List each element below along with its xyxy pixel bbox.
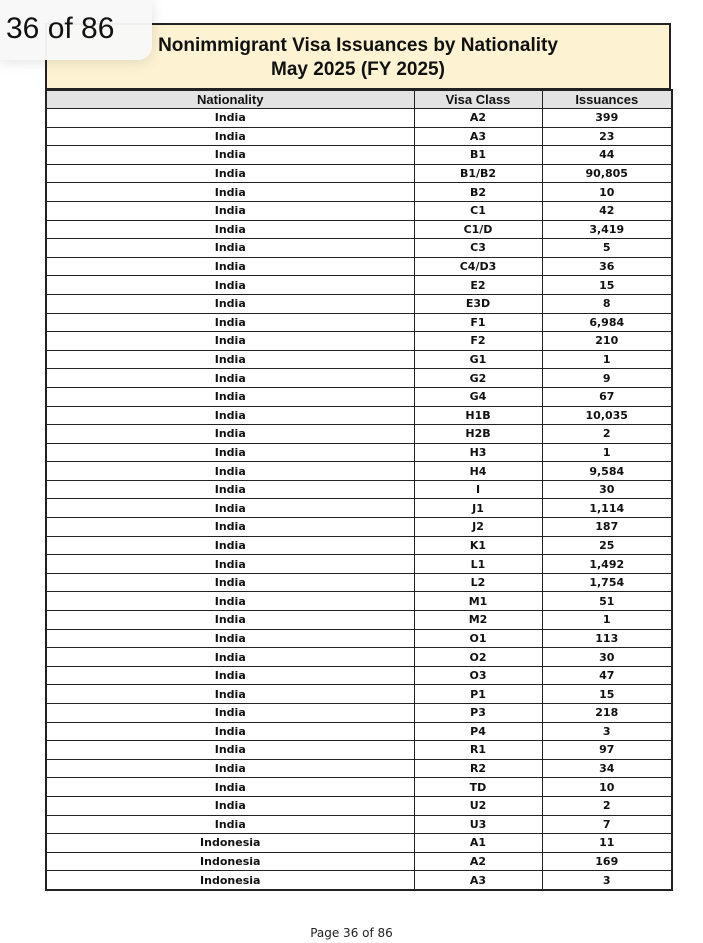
cell-issuances: 3,419 bbox=[542, 220, 672, 239]
table-row bbox=[46, 313, 672, 332]
page-footer: Page 36 of 86 bbox=[310, 926, 393, 940]
table-row bbox=[46, 127, 672, 146]
table-row bbox=[46, 611, 672, 630]
title-line-1: Nonimmigrant Visa Issuances by Nationality bbox=[158, 35, 558, 56]
table-row bbox=[46, 648, 672, 667]
table-row bbox=[46, 815, 672, 834]
cell-issuances: 44 bbox=[542, 146, 672, 165]
cell-nationality: Indonesia bbox=[46, 852, 414, 871]
cell-nationality: India bbox=[46, 183, 414, 202]
cell-nationality: India bbox=[46, 276, 414, 295]
table-row bbox=[46, 425, 672, 444]
cell-visa-class: A2 bbox=[414, 109, 542, 128]
table-row bbox=[46, 796, 672, 815]
table-row bbox=[46, 573, 672, 592]
cell-issuances: 25 bbox=[542, 536, 672, 555]
cell-visa-class: U3 bbox=[414, 815, 542, 834]
cell-issuances: 30 bbox=[542, 480, 672, 499]
cell-nationality: India bbox=[46, 741, 414, 760]
table-row bbox=[46, 443, 672, 462]
cell-visa-class: L2 bbox=[414, 573, 542, 592]
cell-issuances: 36 bbox=[542, 257, 672, 276]
table-row bbox=[46, 629, 672, 648]
cell-visa-class: H3 bbox=[414, 443, 542, 462]
cell-visa-class: J2 bbox=[414, 518, 542, 537]
cell-nationality: India bbox=[46, 815, 414, 834]
table-body bbox=[46, 109, 672, 890]
cell-nationality: India bbox=[46, 685, 414, 704]
cell-visa-class: E2 bbox=[414, 276, 542, 295]
cell-nationality: India bbox=[46, 648, 414, 667]
cell-visa-class: M2 bbox=[414, 611, 542, 630]
cell-nationality: India bbox=[46, 350, 414, 369]
cell-issuances: 2 bbox=[542, 425, 672, 444]
table-row bbox=[46, 704, 672, 723]
table-row bbox=[46, 109, 672, 128]
table-row bbox=[46, 369, 672, 388]
cell-issuances: 5 bbox=[542, 239, 672, 258]
cell-nationality: India bbox=[46, 201, 414, 220]
cell-issuances: 6,984 bbox=[542, 313, 672, 332]
cell-issuances: 113 bbox=[542, 629, 672, 648]
cell-nationality: India bbox=[46, 759, 414, 778]
cell-visa-class: F2 bbox=[414, 332, 542, 351]
cell-issuances: 11 bbox=[542, 834, 672, 853]
cell-visa-class: A1 bbox=[414, 834, 542, 853]
cell-nationality: India bbox=[46, 796, 414, 815]
cell-visa-class: C4/D3 bbox=[414, 257, 542, 276]
table-row bbox=[46, 332, 672, 351]
cell-issuances: 1 bbox=[542, 350, 672, 369]
cell-nationality: India bbox=[46, 313, 414, 332]
cell-visa-class: O3 bbox=[414, 666, 542, 685]
cell-issuances: 10 bbox=[542, 183, 672, 202]
column-header-issuances: Issuances bbox=[542, 90, 672, 109]
cell-visa-class: A2 bbox=[414, 852, 542, 871]
cell-issuances: 3 bbox=[542, 722, 672, 741]
cell-visa-class: P1 bbox=[414, 685, 542, 704]
cell-visa-class: A3 bbox=[414, 127, 542, 146]
cell-nationality: India bbox=[46, 778, 414, 797]
cell-visa-class: G4 bbox=[414, 387, 542, 406]
table-row bbox=[46, 499, 672, 518]
cell-visa-class: I bbox=[414, 480, 542, 499]
cell-issuances: 1,114 bbox=[542, 499, 672, 518]
cell-issuances: 34 bbox=[542, 759, 672, 778]
cell-nationality: India bbox=[46, 443, 414, 462]
cell-nationality: India bbox=[46, 239, 414, 258]
table-row bbox=[46, 462, 672, 481]
cell-nationality: India bbox=[46, 127, 414, 146]
cell-issuances: 218 bbox=[542, 704, 672, 723]
table-row bbox=[46, 257, 672, 276]
cell-nationality: India bbox=[46, 164, 414, 183]
cell-visa-class: H2B bbox=[414, 425, 542, 444]
table-row bbox=[46, 555, 672, 574]
cell-visa-class: B1/B2 bbox=[414, 164, 542, 183]
cell-visa-class: J1 bbox=[414, 499, 542, 518]
cell-nationality: India bbox=[46, 425, 414, 444]
cell-issuances: 90,805 bbox=[542, 164, 672, 183]
table-row bbox=[46, 350, 672, 369]
table-row bbox=[46, 406, 672, 425]
cell-visa-class: G2 bbox=[414, 369, 542, 388]
cell-visa-class: O2 bbox=[414, 648, 542, 667]
cell-issuances: 2 bbox=[542, 796, 672, 815]
cell-issuances: 23 bbox=[542, 127, 672, 146]
cell-visa-class: P3 bbox=[414, 704, 542, 723]
cell-visa-class: F1 bbox=[414, 313, 542, 332]
cell-visa-class: C1 bbox=[414, 201, 542, 220]
cell-issuances: 51 bbox=[542, 592, 672, 611]
cell-nationality: India bbox=[46, 722, 414, 741]
cell-visa-class: P4 bbox=[414, 722, 542, 741]
cell-nationality: India bbox=[46, 666, 414, 685]
table-row bbox=[46, 852, 672, 871]
cell-nationality: India bbox=[46, 536, 414, 555]
table-row bbox=[46, 592, 672, 611]
cell-nationality: Indonesia bbox=[46, 834, 414, 853]
cell-visa-class: R2 bbox=[414, 759, 542, 778]
cell-nationality: India bbox=[46, 406, 414, 425]
cell-issuances: 169 bbox=[542, 852, 672, 871]
cell-nationality: India bbox=[46, 332, 414, 351]
cell-issuances: 42 bbox=[542, 201, 672, 220]
cell-visa-class: G1 bbox=[414, 350, 542, 369]
table-row bbox=[46, 183, 672, 202]
cell-visa-class: H4 bbox=[414, 462, 542, 481]
cell-visa-class: B1 bbox=[414, 146, 542, 165]
table-row bbox=[46, 387, 672, 406]
cell-nationality: India bbox=[46, 462, 414, 481]
column-header-nationality: Nationality bbox=[46, 90, 414, 109]
table-row bbox=[46, 239, 672, 258]
report-document bbox=[45, 23, 671, 891]
cell-issuances: 399 bbox=[542, 109, 672, 128]
table-row bbox=[46, 666, 672, 685]
cell-visa-class: C1/D bbox=[414, 220, 542, 239]
cell-issuances: 10 bbox=[542, 778, 672, 797]
cell-nationality: India bbox=[46, 480, 414, 499]
table-row bbox=[46, 146, 672, 165]
cell-visa-class: E3D bbox=[414, 294, 542, 313]
table-row bbox=[46, 480, 672, 499]
table-row bbox=[46, 536, 672, 555]
table-row bbox=[46, 201, 672, 220]
cell-nationality: India bbox=[46, 611, 414, 630]
cell-nationality: India bbox=[46, 555, 414, 574]
cell-visa-class: U2 bbox=[414, 796, 542, 815]
cell-nationality: India bbox=[46, 573, 414, 592]
cell-visa-class: H1B bbox=[414, 406, 542, 425]
cell-visa-class: O1 bbox=[414, 629, 542, 648]
cell-nationality: India bbox=[46, 257, 414, 276]
cell-issuances: 1 bbox=[542, 611, 672, 630]
cell-nationality: India bbox=[46, 387, 414, 406]
cell-nationality: India bbox=[46, 369, 414, 388]
cell-nationality: India bbox=[46, 220, 414, 239]
cell-issuances: 187 bbox=[542, 518, 672, 537]
table-row bbox=[46, 759, 672, 778]
table-row bbox=[46, 518, 672, 537]
cell-visa-class: M1 bbox=[414, 592, 542, 611]
cell-nationality: India bbox=[46, 592, 414, 611]
table-row bbox=[46, 164, 672, 183]
cell-visa-class: K1 bbox=[414, 536, 542, 555]
cell-nationality: India bbox=[46, 629, 414, 648]
cell-issuances: 3 bbox=[542, 871, 672, 890]
table-row bbox=[46, 685, 672, 704]
cell-issuances: 15 bbox=[542, 276, 672, 295]
cell-issuances: 47 bbox=[542, 666, 672, 685]
cell-visa-class: R1 bbox=[414, 741, 542, 760]
cell-issuances: 10,035 bbox=[542, 406, 672, 425]
page-indicator-badge: 36 of 86 bbox=[0, 0, 152, 60]
cell-issuances: 9 bbox=[542, 369, 672, 388]
cell-visa-class: A3 bbox=[414, 871, 542, 890]
cell-visa-class: L1 bbox=[414, 555, 542, 574]
column-header-visa-class: Visa Class bbox=[414, 90, 542, 109]
cell-issuances: 9,584 bbox=[542, 462, 672, 481]
cell-nationality: India bbox=[46, 109, 414, 128]
cell-issuances: 30 bbox=[542, 648, 672, 667]
cell-issuances: 210 bbox=[542, 332, 672, 351]
cell-issuances: 7 bbox=[542, 815, 672, 834]
cell-nationality: India bbox=[46, 704, 414, 723]
cell-visa-class: TD bbox=[414, 778, 542, 797]
table-row bbox=[46, 741, 672, 760]
title-line-2: May 2025 (FY 2025) bbox=[271, 59, 445, 80]
cell-nationality: Indonesia bbox=[46, 871, 414, 890]
cell-issuances: 1 bbox=[542, 443, 672, 462]
cell-issuances: 67 bbox=[542, 387, 672, 406]
cell-issuances: 97 bbox=[542, 741, 672, 760]
cell-issuances: 1,492 bbox=[542, 555, 672, 574]
table-row bbox=[46, 871, 672, 890]
cell-nationality: India bbox=[46, 518, 414, 537]
table-row bbox=[46, 220, 672, 239]
cell-nationality: India bbox=[46, 499, 414, 518]
cell-issuances: 8 bbox=[542, 294, 672, 313]
cell-issuances: 1,754 bbox=[542, 573, 672, 592]
cell-visa-class: B2 bbox=[414, 183, 542, 202]
cell-visa-class: C3 bbox=[414, 239, 542, 258]
table-row bbox=[46, 722, 672, 741]
cell-nationality: India bbox=[46, 294, 414, 313]
table-row bbox=[46, 276, 672, 295]
cell-issuances: 15 bbox=[542, 685, 672, 704]
table-header-row bbox=[46, 90, 672, 109]
table-row bbox=[46, 778, 672, 797]
table-row bbox=[46, 834, 672, 853]
cell-nationality: India bbox=[46, 146, 414, 165]
visa-issuance-table bbox=[45, 89, 673, 891]
table-row bbox=[46, 294, 672, 313]
